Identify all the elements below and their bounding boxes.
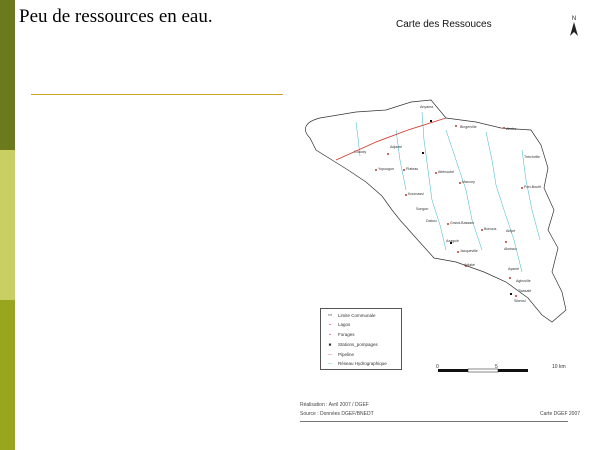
place-label: Sikensi: [514, 299, 526, 303]
place-label: Aboisso: [504, 247, 517, 251]
square-symbol-icon: ■: [328, 342, 332, 347]
place-label: Koumassi: [408, 192, 424, 196]
red-line-symbol-icon: —: [327, 352, 333, 357]
legend-item: — Pipeline: [325, 352, 354, 357]
place-label: Dabou: [426, 219, 437, 223]
map-legend: [320, 308, 402, 370]
place-label: Ayamé: [508, 267, 520, 271]
place-label: Songon: [416, 207, 429, 211]
place-label: Treichville: [524, 155, 541, 159]
scale-right: 10 km: [552, 364, 566, 370]
place-label: Plateau: [406, 167, 419, 171]
cyan-line-symbol-icon: —: [327, 361, 333, 366]
pipeline: [336, 118, 446, 160]
legend-item: • Forages: [325, 332, 355, 337]
place-label: Marcory: [462, 180, 475, 184]
north-label: N: [571, 16, 577, 22]
map-footer-credit: Réalisation : Avril 2007 / DGEF: [300, 402, 369, 408]
dot-symbol-icon: •: [329, 332, 331, 337]
place-label: Grand-Bassam: [450, 221, 475, 225]
place-label: Bonoua: [484, 227, 497, 231]
scale-bar: [436, 368, 566, 374]
sidebar-band-middle: [0, 150, 15, 300]
place-label: Abobo: [506, 127, 517, 131]
map-footer-ref: Carte DGEF 2007: [540, 411, 581, 417]
place-label: Port-Bouët: [524, 185, 542, 189]
legend-item: ■ Stations_pompages: [325, 342, 378, 347]
sidebar-band-top: [0, 0, 15, 150]
legend-item: • Lagos: [325, 322, 350, 327]
slide-title: Peu de ressources en eau.: [19, 6, 213, 27]
map-footer-rule: [300, 421, 568, 422]
place-label: Agboville: [516, 279, 531, 283]
place-label: Yopougon: [378, 167, 395, 171]
map-footer-source: Source : Données DGEF/BNEDT: [300, 411, 374, 417]
boundary-symbol-icon: ▭: [327, 312, 333, 317]
legend-heading: ▭ Limite Communale: [325, 312, 376, 318]
place-label: Bingerville: [460, 125, 477, 129]
station-points: [422, 120, 512, 295]
place-label: Jacqueville: [460, 249, 478, 253]
place-label: Azaguié: [446, 239, 459, 243]
place-label: Cocody: [354, 150, 367, 154]
dot-symbol-icon: •: [329, 322, 331, 327]
place-label: Anyama: [420, 105, 434, 109]
place-label: Tiassalé: [518, 289, 532, 293]
map-title: Carte des Ressouces: [396, 19, 492, 30]
sidebar-bands: [0, 0, 15, 450]
legend-item: — Réseau Hydrographique: [325, 361, 387, 366]
forage-points: [375, 125, 523, 297]
place-label: Adiaké: [464, 263, 475, 267]
place-label: Attécoubé: [438, 170, 455, 174]
place-label: Alépé: [506, 229, 516, 233]
scale-middle: 5: [495, 364, 498, 370]
scale-left: 0: [436, 364, 439, 370]
title-underline: [31, 94, 283, 95]
sidebar-band-bottom: [0, 300, 15, 450]
place-label: Adjamé: [390, 145, 403, 149]
